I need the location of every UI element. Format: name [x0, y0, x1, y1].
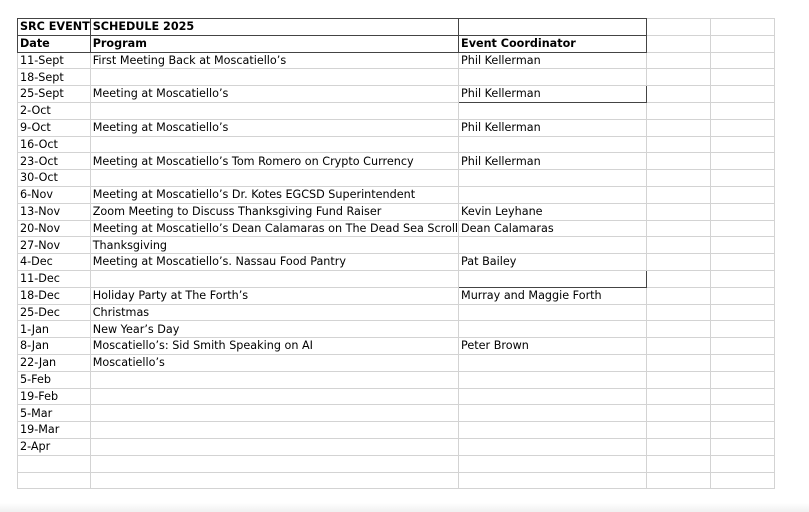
- coordinator-cell[interactable]: [459, 438, 647, 455]
- program-cell[interactable]: [90, 371, 458, 388]
- coordinator-cell[interactable]: Phil Kellerman: [459, 119, 647, 136]
- table-row: [18, 354, 775, 371]
- program-cell[interactable]: Meeting at Moscatiello’s: [90, 119, 458, 136]
- coordinator-cell[interactable]: [459, 170, 647, 187]
- empty-cell[interactable]: [647, 338, 711, 355]
- schedule-spreadsheet: [17, 18, 775, 489]
- program-cell[interactable]: [90, 102, 458, 119]
- date-cell[interactable]: 5-Feb: [18, 371, 91, 388]
- program-cell[interactable]: New Year’s Day: [90, 321, 458, 338]
- program-cell[interactable]: [90, 170, 458, 187]
- date-cell[interactable]: 1-Jan: [18, 321, 91, 338]
- date-cell[interactable]: 19-Feb: [18, 388, 91, 405]
- coordinator-cell[interactable]: Pat Bailey: [459, 254, 647, 271]
- empty-cell[interactable]: [647, 119, 711, 136]
- empty-cell[interactable]: [711, 438, 775, 455]
- empty-cell[interactable]: [711, 203, 775, 220]
- empty-cell[interactable]: [711, 254, 775, 271]
- coordinator-cell[interactable]: Phil Kellerman: [459, 153, 647, 170]
- empty-cell[interactable]: [711, 153, 775, 170]
- date-cell[interactable]: 16-Oct: [18, 136, 91, 153]
- table-row: [18, 321, 775, 338]
- date-cell[interactable]: 5-Mar: [18, 405, 91, 422]
- date-cell[interactable]: 22-Jan: [18, 354, 91, 371]
- empty-cell[interactable]: [711, 422, 775, 439]
- coordinator-cell[interactable]: [459, 321, 647, 338]
- program-cell[interactable]: [90, 69, 458, 86]
- table-row: [18, 304, 775, 321]
- date-cell[interactable]: 27-Nov: [18, 237, 91, 254]
- date-cell[interactable]: 25-Dec: [18, 304, 91, 321]
- program-cell[interactable]: [90, 438, 458, 455]
- empty-cell[interactable]: [711, 186, 775, 203]
- date-cell[interactable]: 2-Apr: [18, 438, 91, 455]
- table-row: [18, 203, 775, 220]
- program-cell[interactable]: Meeting at Moscatiello’s Dr. Kotes EGCSD Superintendent: [90, 186, 458, 203]
- table-row: [18, 119, 775, 136]
- table-row: [18, 69, 775, 86]
- date-cell[interactable]: 23-Oct: [18, 153, 91, 170]
- coordinator-cell[interactable]: Phil Kellerman: [459, 52, 647, 69]
- empty-cell[interactable]: [711, 170, 775, 187]
- coordinator-cell[interactable]: [459, 237, 647, 254]
- empty-cell[interactable]: [711, 52, 775, 69]
- coordinator-cell[interactable]: [459, 69, 647, 86]
- program-cell[interactable]: Moscatiello’s: Sid Smith Speaking on AI: [90, 338, 458, 355]
- empty-cell[interactable]: [647, 203, 711, 220]
- coordinator-cell[interactable]: [459, 186, 647, 203]
- table-row: [18, 153, 775, 170]
- empty-cell[interactable]: [647, 455, 711, 472]
- coordinator-cell[interactable]: Peter Brown: [459, 338, 647, 355]
- coordinator-cell[interactable]: [459, 455, 647, 472]
- empty-cell[interactable]: [647, 270, 711, 287]
- empty-cell[interactable]: [711, 472, 775, 489]
- empty-cell[interactable]: [647, 153, 711, 170]
- date-cell[interactable]: 4-Dec: [18, 254, 91, 271]
- empty-cell[interactable]: [647, 52, 711, 69]
- table-row: [18, 254, 775, 271]
- title-row: [18, 19, 775, 36]
- empty-cell[interactable]: [711, 119, 775, 136]
- coordinator-cell[interactable]: [459, 304, 647, 321]
- coordinator-cell[interactable]: Kevin Leyhane: [459, 203, 647, 220]
- program-cell[interactable]: Zoom Meeting to Discuss Thanksgiving Fund Raiser: [90, 203, 458, 220]
- table-row: [18, 388, 775, 405]
- program-cell[interactable]: First Meeting Back at Moscatiello’s: [90, 52, 458, 69]
- empty-cell[interactable]: [647, 69, 711, 86]
- coordinator-cell[interactable]: [459, 472, 647, 489]
- date-cell[interactable]: 11-Sept: [18, 52, 91, 69]
- table-row: [18, 287, 775, 304]
- table-row: [18, 220, 775, 237]
- date-cell[interactable]: 2-Oct: [18, 102, 91, 119]
- title-cell[interactable]: SRC EVENT: [18, 19, 91, 36]
- empty-cell[interactable]: [711, 237, 775, 254]
- table-row: [18, 405, 775, 422]
- program-cell[interactable]: Meeting at Moscatiello’s. Nassau Food Pantry: [90, 254, 458, 271]
- table-row: [18, 438, 775, 455]
- date-cell[interactable]: 30-Oct: [18, 170, 91, 187]
- table-row: [18, 270, 775, 287]
- date-cell[interactable]: 11-Dec: [18, 270, 91, 287]
- program-cell[interactable]: Meeting at Moscatiello’s Tom Romero on Crypto Currency: [90, 153, 458, 170]
- date-cell[interactable]: 20-Nov: [18, 220, 91, 237]
- empty-cell[interactable]: [647, 186, 711, 203]
- coordinator-cell[interactable]: [459, 136, 647, 153]
- program-cell[interactable]: [90, 388, 458, 405]
- coordinator-cell[interactable]: [459, 270, 647, 287]
- coordinator-cell[interactable]: Dean Calamaras: [459, 220, 647, 237]
- empty-cell[interactable]: [647, 405, 711, 422]
- coordinator-cell[interactable]: [459, 354, 647, 371]
- empty-cell[interactable]: [711, 455, 775, 472]
- empty-cell[interactable]: [711, 69, 775, 86]
- empty-cell[interactable]: [711, 102, 775, 119]
- date-cell[interactable]: 6-Nov: [18, 186, 91, 203]
- empty-cell[interactable]: [647, 86, 711, 103]
- coordinator-cell[interactable]: [459, 405, 647, 422]
- empty-cell[interactable]: [647, 304, 711, 321]
- empty-cell[interactable]: [711, 321, 775, 338]
- table-row: [18, 186, 775, 203]
- schedule-title-cell[interactable]: SCHEDULE 2025: [90, 19, 458, 36]
- header-row: [18, 35, 775, 52]
- program-header[interactable]: Program: [90, 35, 458, 52]
- date-cell[interactable]: 13-Nov: [18, 203, 91, 220]
- bottom-shadow: [0, 503, 809, 512]
- empty-cell[interactable]: [647, 220, 711, 237]
- empty-cell[interactable]: [647, 102, 711, 119]
- empty-cell[interactable]: [711, 35, 775, 52]
- empty-cell[interactable]: [647, 170, 711, 187]
- program-cell[interactable]: [90, 455, 458, 472]
- program-cell[interactable]: Thanksgiving: [90, 237, 458, 254]
- table-row: [18, 371, 775, 388]
- program-cell[interactable]: Holiday Party at The Forth’s: [90, 287, 458, 304]
- date-cell[interactable]: [18, 472, 91, 489]
- date-cell[interactable]: 9-Oct: [18, 119, 91, 136]
- empty-cell[interactable]: [647, 422, 711, 439]
- program-cell[interactable]: Moscatiello’s: [90, 354, 458, 371]
- date-cell[interactable]: 8-Jan: [18, 338, 91, 355]
- coordinator-header[interactable]: Event Coordinator: [459, 35, 647, 52]
- table-row: [18, 102, 775, 119]
- empty-cell[interactable]: [711, 287, 775, 304]
- empty-cell[interactable]: [711, 388, 775, 405]
- table-row: [18, 455, 775, 472]
- coordinator-cell[interactable]: [459, 371, 647, 388]
- coordinator-cell[interactable]: [459, 422, 647, 439]
- table-row: [18, 86, 775, 103]
- empty-cell[interactable]: [711, 371, 775, 388]
- empty-cell[interactable]: [647, 287, 711, 304]
- empty-cell[interactable]: [647, 254, 711, 271]
- empty-cell[interactable]: [711, 86, 775, 103]
- program-cell[interactable]: Christmas: [90, 304, 458, 321]
- date-cell[interactable]: 18-Sept: [18, 69, 91, 86]
- empty-cell[interactable]: [647, 354, 711, 371]
- empty-cell[interactable]: [711, 354, 775, 371]
- table-row: [18, 136, 775, 153]
- empty-cell[interactable]: [711, 220, 775, 237]
- coordinator-cell[interactable]: Phil Kellerman: [459, 86, 647, 103]
- empty-cell[interactable]: [711, 270, 775, 287]
- table-row: [18, 338, 775, 355]
- program-cell[interactable]: [90, 136, 458, 153]
- empty-cell[interactable]: [647, 237, 711, 254]
- program-cell[interactable]: Meeting at Moscatiello’s Dean Calamaras on The Dead Sea Scroll: [90, 220, 458, 237]
- empty-cell[interactable]: [711, 304, 775, 321]
- empty-cell[interactable]: [711, 338, 775, 355]
- table-row: [18, 472, 775, 489]
- date-cell[interactable]: 18-Dec: [18, 287, 91, 304]
- program-cell[interactable]: [90, 405, 458, 422]
- empty-cell[interactable]: [711, 405, 775, 422]
- empty-cell[interactable]: [647, 19, 711, 36]
- coordinator-cell[interactable]: Murray and Maggie Forth: [459, 287, 647, 304]
- empty-cell[interactable]: [647, 371, 711, 388]
- empty-cell[interactable]: [711, 136, 775, 153]
- table-row: [18, 52, 775, 69]
- coordinator-cell[interactable]: [459, 102, 647, 119]
- program-cell[interactable]: [90, 422, 458, 439]
- date-cell[interactable]: 19-Mar: [18, 422, 91, 439]
- table-row: [18, 237, 775, 254]
- table-row: [18, 170, 775, 187]
- empty-cell[interactable]: [647, 136, 711, 153]
- empty-cell[interactable]: [711, 19, 775, 36]
- empty-cell[interactable]: [647, 388, 711, 405]
- coordinator-cell[interactable]: [459, 388, 647, 405]
- program-cell[interactable]: Meeting at Moscatiello’s: [90, 86, 458, 103]
- empty-cell[interactable]: [647, 321, 711, 338]
- empty-cell[interactable]: [459, 19, 647, 36]
- empty-cell[interactable]: [647, 438, 711, 455]
- table-row: [18, 422, 775, 439]
- program-cell[interactable]: [90, 270, 458, 287]
- program-cell[interactable]: [90, 472, 458, 489]
- date-cell[interactable]: [18, 455, 91, 472]
- empty-cell[interactable]: [647, 35, 711, 52]
- date-cell[interactable]: 25-Sept: [18, 86, 91, 103]
- empty-cell[interactable]: [647, 472, 711, 489]
- date-header[interactable]: Date: [18, 35, 91, 52]
